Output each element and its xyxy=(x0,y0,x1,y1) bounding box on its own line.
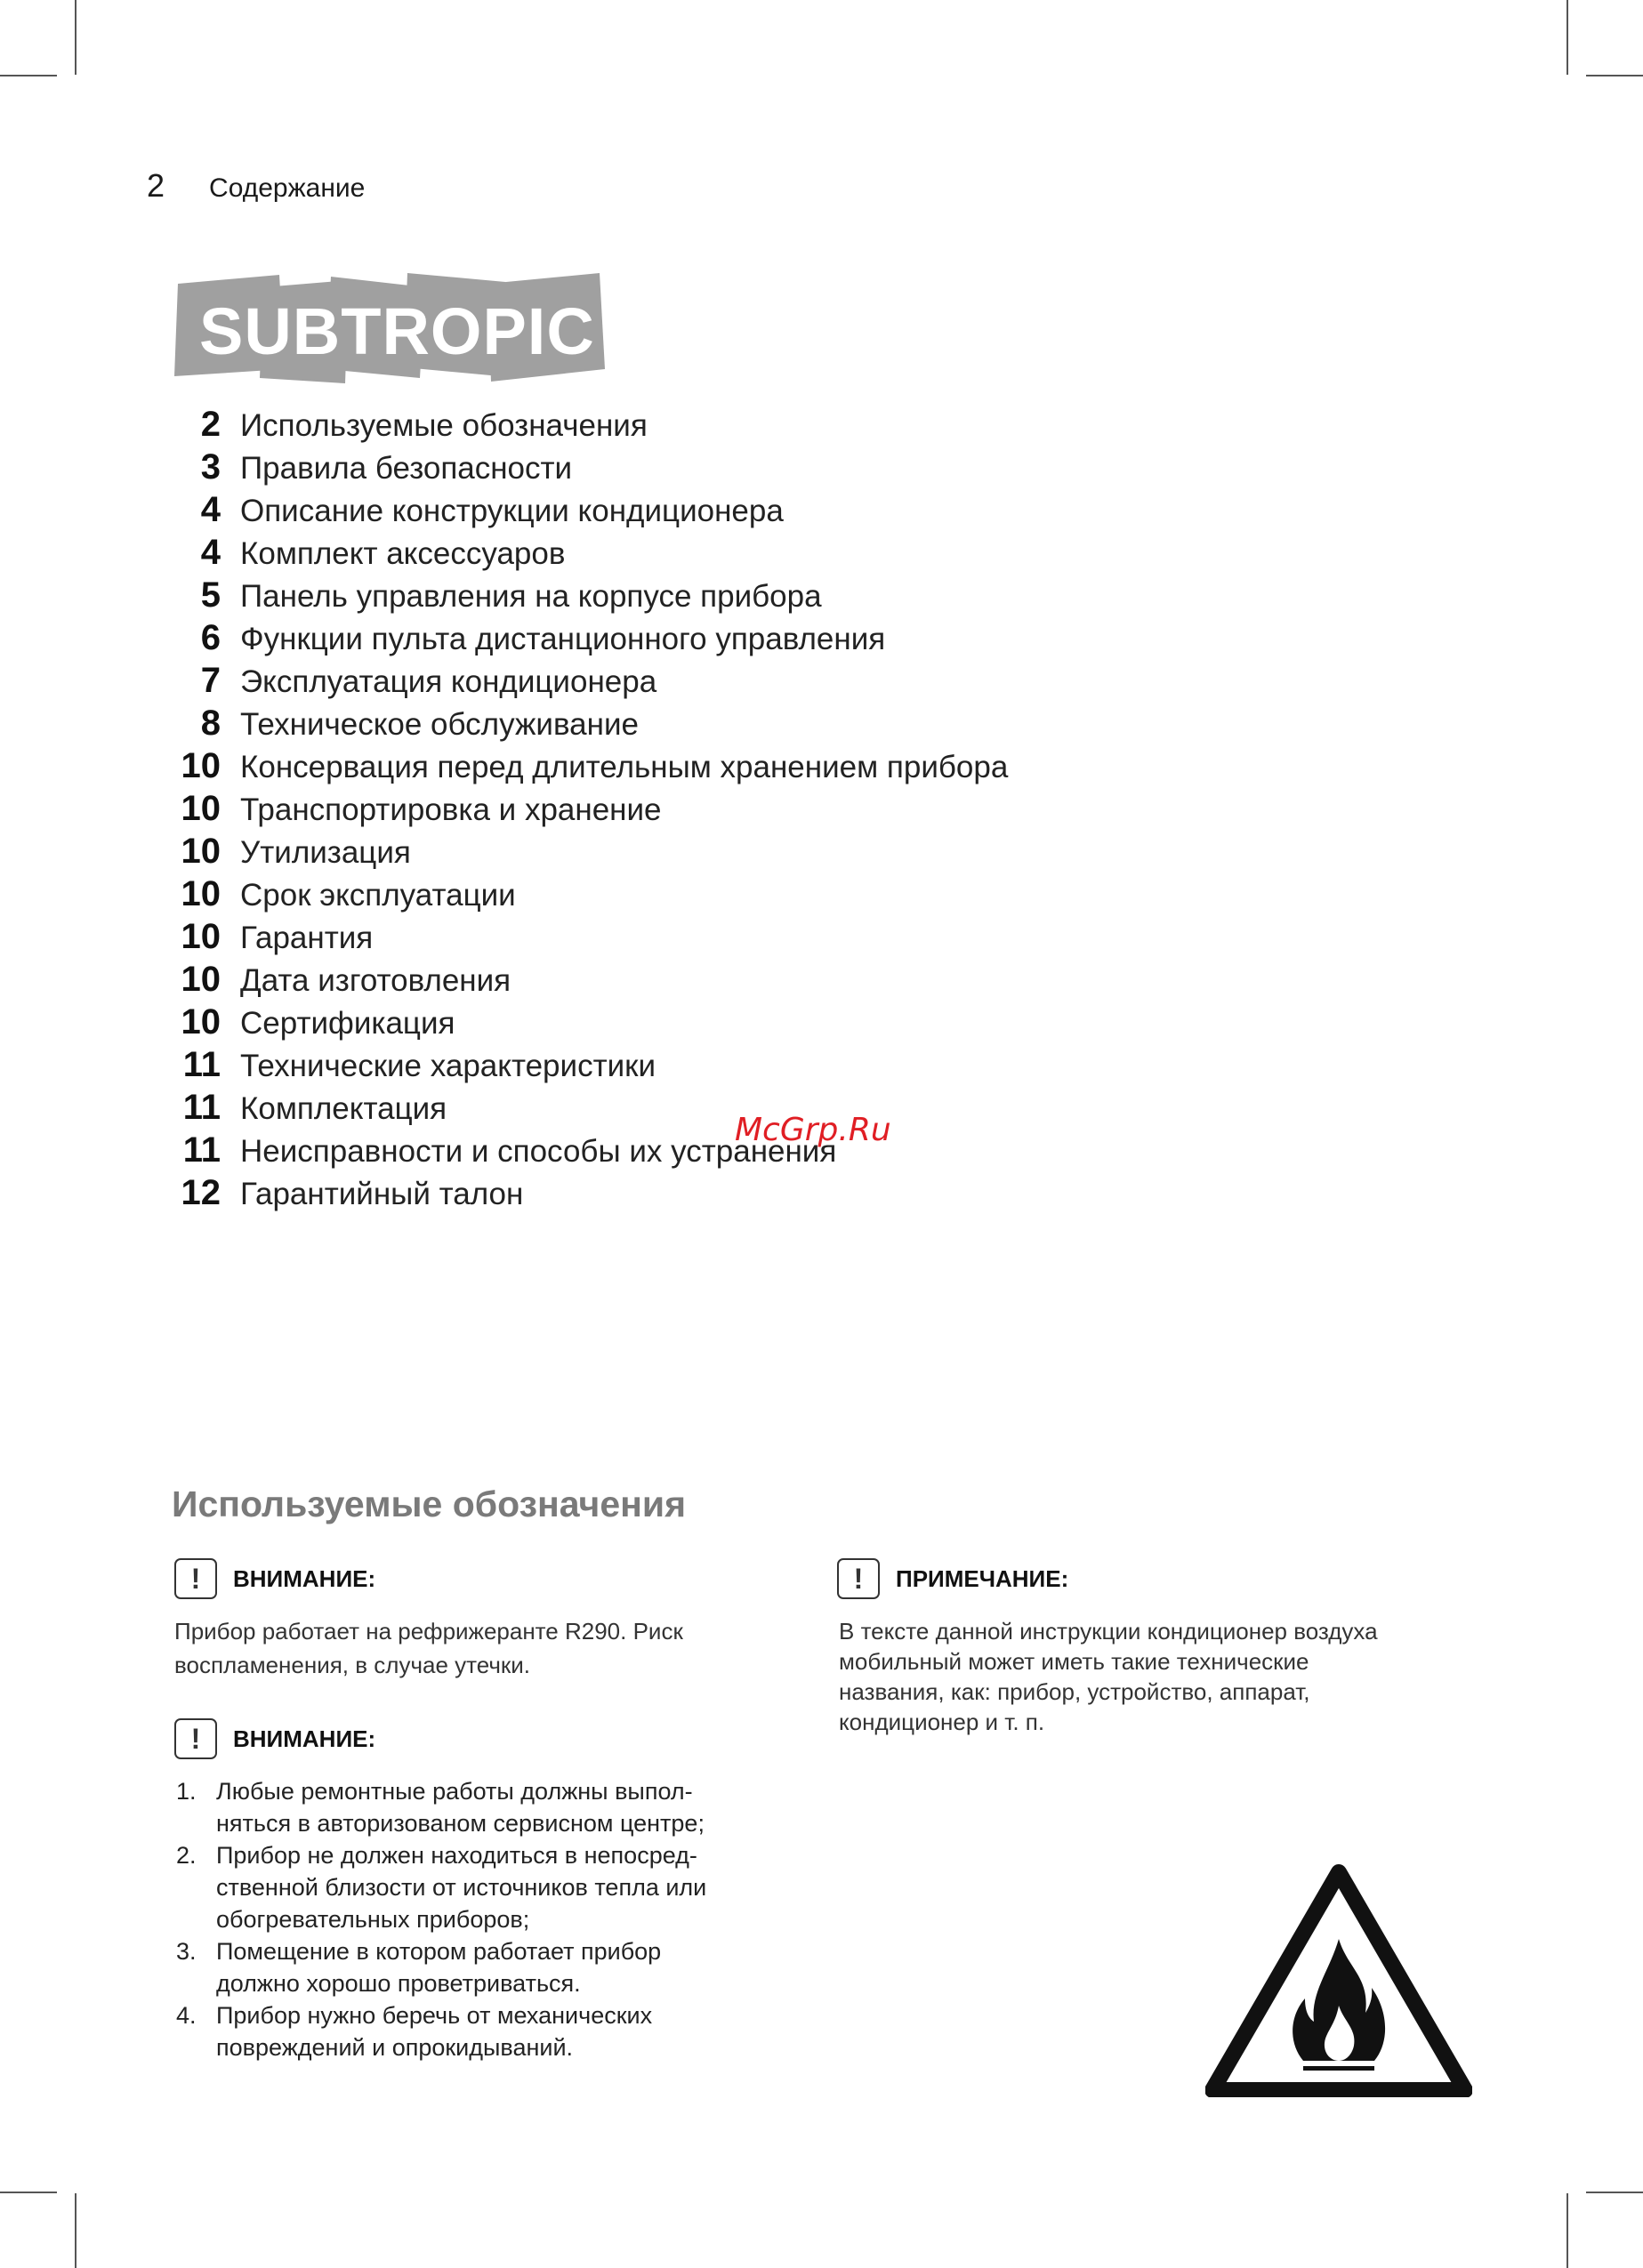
toc-page-number: 10 xyxy=(181,1002,221,1042)
list-text: ственной близости от источников тепла или xyxy=(216,1874,707,1901)
toc-item xyxy=(169,575,1008,618)
page-header xyxy=(147,167,365,205)
list-number xyxy=(176,1903,216,1935)
toc-item xyxy=(169,1002,1008,1045)
toc-item xyxy=(169,874,1008,917)
toc-item xyxy=(169,1045,1008,1088)
toc-title: Комплект аксессуаров xyxy=(240,536,566,571)
list-item xyxy=(176,1807,790,1839)
toc-page-number: 4 xyxy=(200,490,221,529)
toc-title: Гарантийный талон xyxy=(240,1177,524,1211)
crop-mark xyxy=(1566,2193,1568,2268)
toc-page-number: 11 xyxy=(182,1130,221,1170)
list-number: 2. xyxy=(176,1842,197,1869)
toc-title: Технические характеристики xyxy=(240,1049,656,1083)
list-item xyxy=(176,2031,790,2063)
list-item xyxy=(176,1871,790,1903)
toc-page-number: 3 xyxy=(200,447,221,487)
warning-list xyxy=(176,1775,790,2063)
toc-title: Комплектация xyxy=(240,1091,447,1126)
list-item xyxy=(176,1999,790,2031)
toc-page-number: 10 xyxy=(181,746,221,785)
toc-item xyxy=(169,960,1008,1002)
toc-item xyxy=(169,661,1008,704)
note-label: ПРИМЕЧАНИЕ: xyxy=(896,1564,1069,1592)
toc-page-number: 11 xyxy=(182,1088,221,1127)
list-text: повреждений и опрокидываний. xyxy=(216,2034,574,2061)
toc-title: Неисправности и способы их устранения xyxy=(240,1134,837,1169)
toc-title: Утилизация xyxy=(240,835,411,870)
list-number xyxy=(176,1807,216,1839)
list-item xyxy=(176,1903,790,1935)
toc-page-number: 6 xyxy=(200,618,221,657)
crop-mark xyxy=(0,75,57,76)
toc-title: Дата изготовления xyxy=(240,963,511,998)
list-text: должно хорошо проветриваться. xyxy=(216,1970,581,1997)
crop-mark xyxy=(1586,75,1643,76)
note-text: В тексте данной инструкции кондиционер воздуха мобильный может иметь такие технические названия, как: прибор, устройство, аппарат, кондиционер и т. п. xyxy=(839,1618,1378,1735)
section-title: Содержание xyxy=(209,173,366,203)
brand-logo xyxy=(174,271,606,387)
crop-mark xyxy=(75,0,77,75)
toc-page-number: 10 xyxy=(181,917,221,956)
list-number xyxy=(176,1871,216,1903)
list-text: няться в авторизованом сервисном центре; xyxy=(216,1810,705,1837)
toc-item xyxy=(169,704,1008,746)
list-item xyxy=(176,1967,790,1999)
toc-page-number: 12 xyxy=(181,1173,221,1212)
list-text: Помещение в котором работает прибор xyxy=(216,1938,662,1965)
section-heading: Используемые обозначения xyxy=(172,1484,687,1524)
list-number: 4. xyxy=(176,2002,197,2029)
page-number: 2 xyxy=(147,167,165,204)
toc-title: Используемые обозначения xyxy=(240,408,648,443)
toc-title: Панель управления на корпусе прибора xyxy=(240,579,822,614)
toc-title: Гарантия xyxy=(240,921,374,955)
toc-page-number: 10 xyxy=(181,874,221,913)
logo-wordmark: SUBTROPIC xyxy=(199,294,595,368)
toc-page-number: 8 xyxy=(200,704,221,743)
toc-page-number: 5 xyxy=(200,575,221,615)
note-header xyxy=(837,1558,1068,1599)
toc-page-number: 2 xyxy=(200,405,221,444)
toc-item xyxy=(169,789,1008,832)
list-item xyxy=(176,1775,790,1807)
crop-mark xyxy=(75,2193,77,2268)
list-text: Любые ремонтные работы должны выпол- xyxy=(216,1778,693,1805)
exclamation-icon: ! xyxy=(174,1558,217,1599)
toc-page-number: 10 xyxy=(181,960,221,999)
warning-header xyxy=(174,1558,375,1599)
toc-page-number: 7 xyxy=(200,661,221,700)
list-item xyxy=(176,1935,790,1967)
toc-title: Описание конструкции кондиционера xyxy=(240,494,784,528)
toc-item xyxy=(169,832,1008,874)
toc-item xyxy=(169,405,1008,447)
toc-title: Эксплуатация кондиционера xyxy=(240,664,657,699)
table-of-contents xyxy=(169,405,1008,1216)
list-number xyxy=(176,1967,216,1999)
list-number: 1. xyxy=(176,1778,197,1805)
warning-text: Прибор работает на рефрижеранте R290. Риск воспламенения, в случае утечки. xyxy=(174,1618,683,1678)
list-text: Прибор не должен находиться в непосред- xyxy=(216,1842,697,1869)
list-text: обогревательных приборов; xyxy=(216,1906,530,1933)
flammable-warning-icon xyxy=(1205,1863,1472,2097)
crop-mark xyxy=(0,2192,57,2193)
list-number xyxy=(176,2031,216,2063)
toc-item xyxy=(169,447,1008,490)
toc-item xyxy=(169,1173,1008,1216)
list-item xyxy=(176,1839,790,1871)
toc-item xyxy=(169,618,1008,661)
toc-title: Сертификация xyxy=(240,1006,455,1041)
crop-mark xyxy=(1566,0,1568,75)
toc-title: Техническое обслуживание xyxy=(240,707,639,742)
crop-mark xyxy=(1586,2192,1643,2193)
toc-item xyxy=(169,533,1008,575)
toc-title: Функции пульта дистанционного управления xyxy=(240,622,886,656)
toc-title: Транспортировка и хранение xyxy=(240,792,662,827)
toc-page-number: 11 xyxy=(182,1045,221,1084)
list-number: 3. xyxy=(176,1938,197,1965)
list-text: Прибор нужно беречь от механических xyxy=(216,2002,653,2029)
toc-item xyxy=(169,490,1008,533)
toc-page-number: 4 xyxy=(200,533,221,572)
watermark: McGrp.Ru xyxy=(735,1112,891,1148)
toc-title: Срок эксплуатации xyxy=(240,878,516,913)
toc-item xyxy=(169,917,1008,960)
exclamation-icon: ! xyxy=(837,1558,880,1599)
toc-title: Консервация перед длительным хранением прибора xyxy=(240,750,1009,784)
warning-header xyxy=(174,1718,375,1759)
toc-item xyxy=(169,746,1008,789)
toc-title: Правила безопасности xyxy=(240,451,573,486)
warning-label: ВНИМАНИЕ: xyxy=(233,1564,376,1592)
warning-label: ВНИМАНИЕ: xyxy=(233,1725,376,1752)
toc-page-number: 10 xyxy=(181,789,221,828)
exclamation-icon: ! xyxy=(174,1718,217,1759)
toc-page-number: 10 xyxy=(181,832,221,871)
